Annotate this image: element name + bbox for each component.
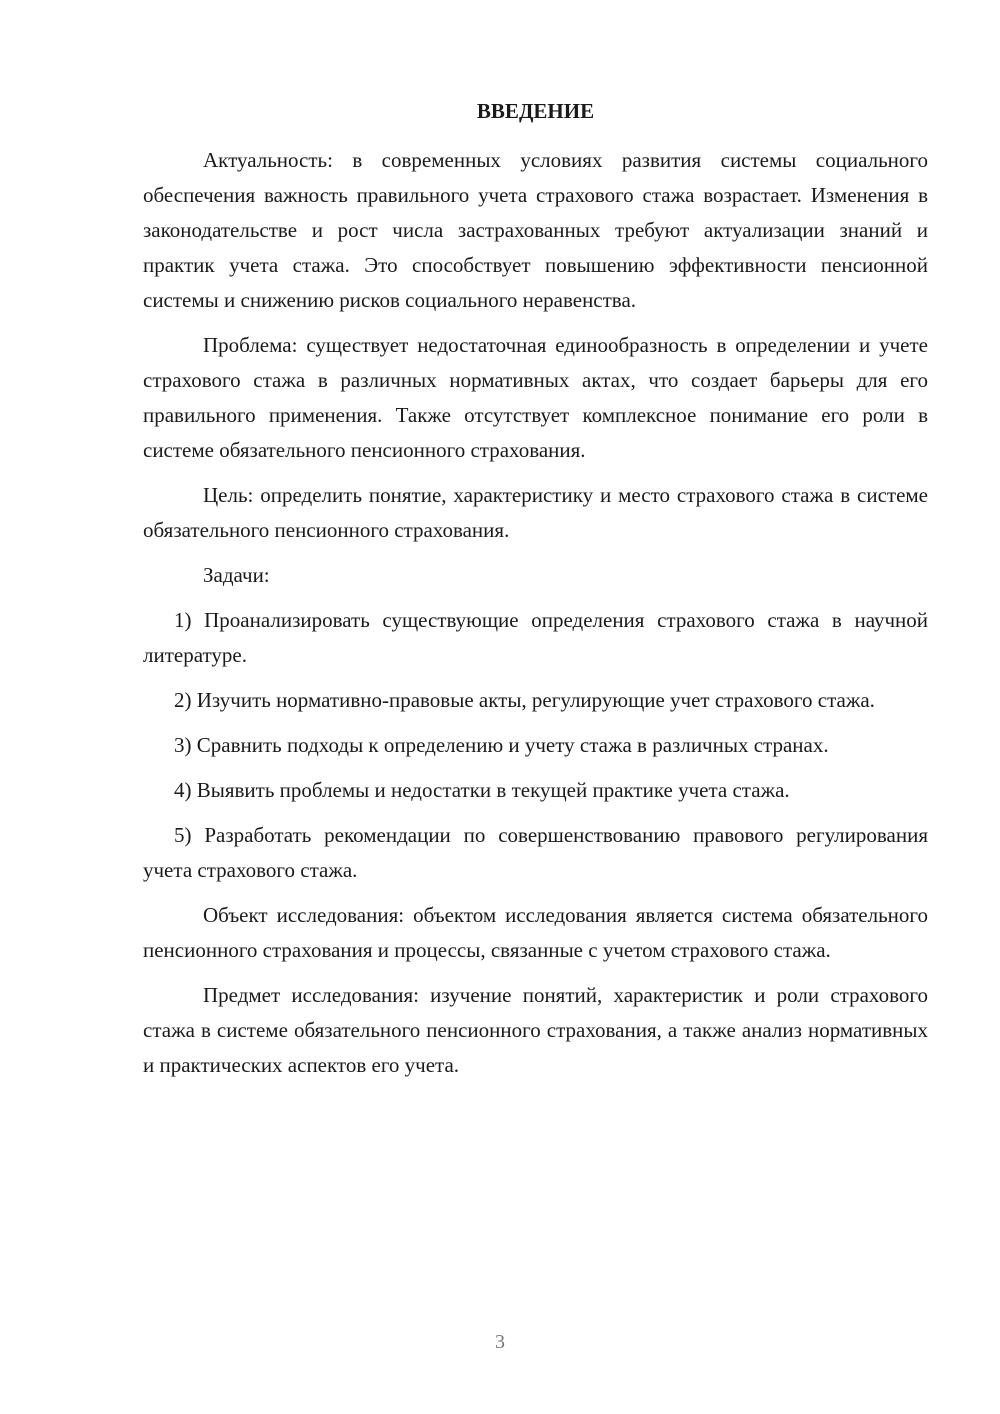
document-page	[143, 94, 928, 1093]
document-title: ВВЕДЕНИЕ	[476, 99, 595, 123]
task-item-3: 3) Сравнить подходы к определению и учету стажа в различных странах.	[174, 733, 829, 757]
task-item-2: 2) Изучить нормативно-правовые акты, регулирующие учет страхового стажа.	[174, 688, 875, 712]
tasks-heading: Задачи:	[203, 563, 270, 587]
task-item-5: 5) Разработать рекомендации по совершенствованию правового регулирования учета страхового стажа.	[143, 823, 928, 882]
paragraph-problem: Проблема: существует недостаточная единообразность в определении и учете страхового стажа в различных нормативных актах, что создает барьеры для его правильного применения. Также отсутствует комплексное понимание его роли в системе обязательного пенсионного страхования.	[143, 333, 928, 462]
task-item-1: 1) Проанализировать существующие определения страхового стажа в научной литературе.	[143, 608, 928, 667]
paragraph-goal: Цель: определить понятие, характеристику и место страхового стажа в системе обязательного пенсионного страхования.	[143, 483, 928, 542]
paragraph-object: Объект исследования: объектом исследования является система обязательного пенсионного страхования и процессы, связанные с учетом страхового стажа.	[143, 903, 928, 962]
task-item-4: 4) Выявить проблемы и недостатки в текущей практике учета стажа.	[174, 778, 790, 802]
page-number: 3	[495, 1331, 505, 1353]
paragraph-subject: Предмет исследования: изучение понятий, характеристик и роли страхового стажа в системе обязательного пенсионного страхования, а также анализ нормативных и практических аспектов его учета.	[143, 983, 928, 1077]
paragraph-relevance: Актуальность: в современных условиях развития системы социального обеспечения важность правильного учета страхового стажа возрастает. Изменения в законодательстве и рост числа застрахованных требуют актуализации знаний и практик учета стажа. Это способствует повышению эффективности пенсионной системы и снижению рисков социального неравенства.	[143, 148, 928, 312]
